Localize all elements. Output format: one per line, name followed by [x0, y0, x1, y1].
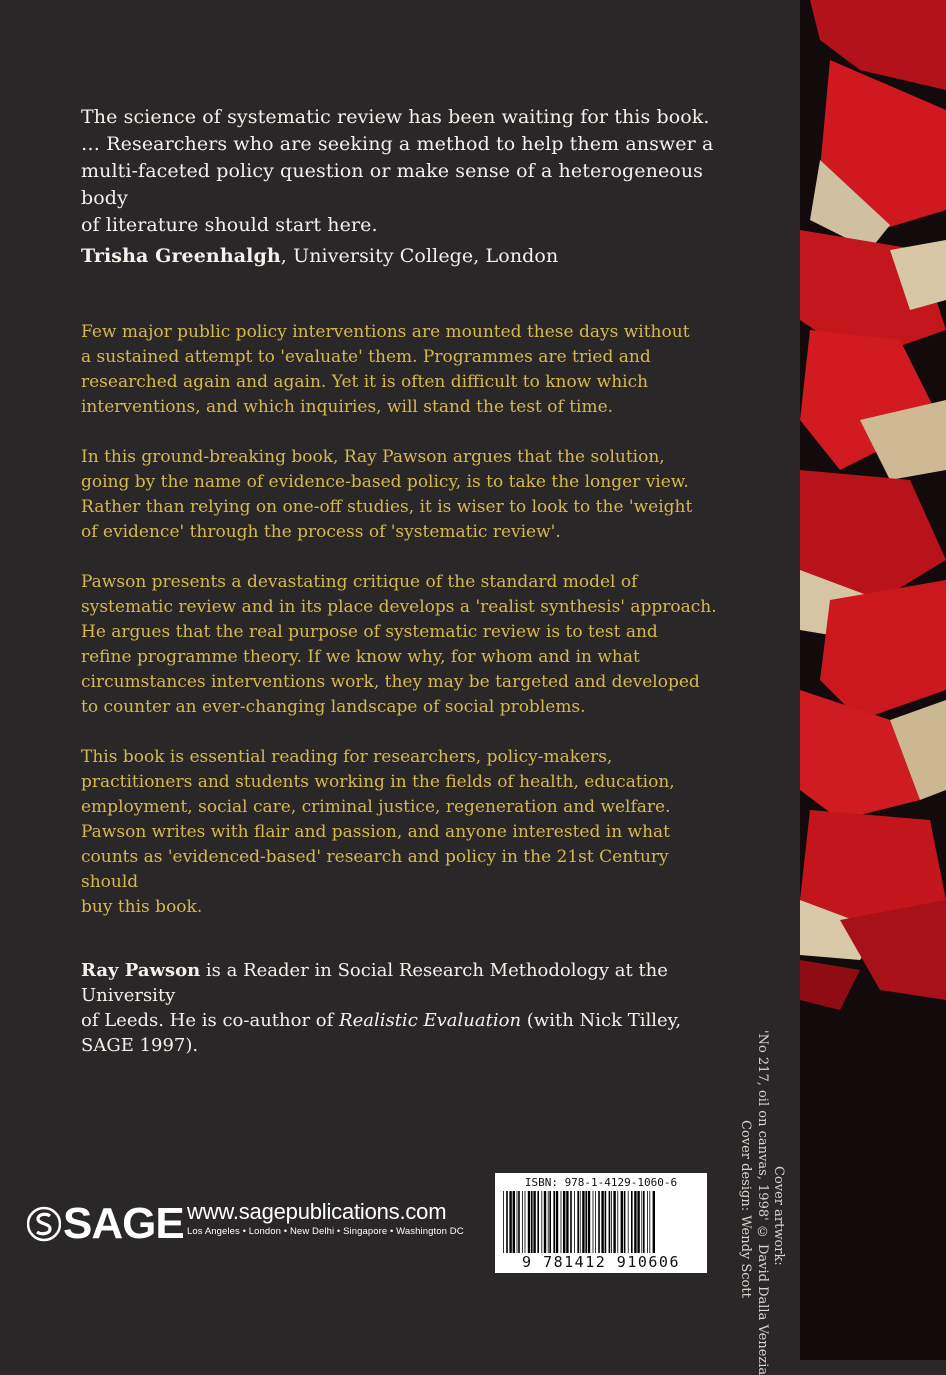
blurb-line: counts as 'evidenced-based' research and policy in the 21st Century should: [81, 847, 669, 892]
red-books-painting: [800, 0, 946, 1360]
endorsement-line: The science of systematic review has been waiting for this book.: [81, 106, 710, 128]
barcode-bar: [544, 1191, 546, 1253]
blurb-line: Pawson writes with flair and passion, and anyone interested in what: [81, 822, 671, 842]
barcode-bar: [553, 1191, 555, 1253]
barcode-bar: [598, 1191, 600, 1253]
blurb-line: Few major public policy interventions are mounted these days without: [81, 322, 690, 342]
barcode-bar: [563, 1191, 565, 1253]
blurb-line: employment, social care, criminal justice, regeneration and welfare.: [81, 797, 671, 817]
barcode-bar: [647, 1191, 648, 1253]
blurb-line: researched again and again. Yet it is often difficult to know which: [81, 372, 649, 392]
endorsement: [81, 104, 741, 270]
credit-artwork: 'No 217, oil on canvas, 1998' © David Dalla Venezia: [755, 1030, 770, 1375]
publisher-url[interactable]: www.sagepublications.com: [187, 1199, 447, 1224]
barcode-bar: [628, 1191, 629, 1253]
sage-wordmark: SAGE: [63, 1199, 184, 1248]
barcode-bar: [531, 1191, 533, 1253]
barcode-bar: [509, 1191, 511, 1253]
sage-logo: [27, 1199, 184, 1249]
barcode-bar: [637, 1191, 639, 1253]
barcode-bar: [506, 1191, 508, 1253]
barcode-bar: [548, 1191, 549, 1253]
barcode-bar: [517, 1191, 518, 1253]
publisher-block: [27, 1195, 497, 1255]
book-title: Realistic Evaluation: [339, 1010, 522, 1031]
barcode-bar: [574, 1191, 575, 1253]
endorser-affiliation: , University College, London: [280, 245, 559, 267]
blurb-line: This book is essential reading for researchers, policy-makers,: [81, 747, 613, 767]
barcode-bar: [634, 1191, 636, 1253]
barcode-bar: [561, 1191, 562, 1253]
blurb-paragraph: [81, 745, 731, 920]
blurb-line: of evidence' through the process of 'systematic review'.: [81, 522, 561, 542]
barcode-bar: [641, 1191, 642, 1253]
barcode-bar: [513, 1191, 515, 1253]
blurb-paragraph: [81, 445, 731, 545]
barcode-bar: [585, 1191, 587, 1253]
blurb-line: buy this book.: [81, 897, 203, 917]
blurb-line: a sustained attempt to 'evaluate' them. Programmes are tried and: [81, 347, 651, 367]
barcode-bar: [601, 1191, 603, 1253]
blurb-line: to counter an ever-changing landscape of social problems.: [81, 697, 586, 717]
barcode-bar: [624, 1191, 626, 1253]
barcode-bar: [541, 1191, 542, 1253]
credit-design: Cover design: Wendy Scott: [738, 1120, 753, 1298]
barcode-bar: [595, 1191, 596, 1253]
barcode-bar: [518, 1191, 520, 1253]
credit-artwork-label: Cover artwork:: [771, 1166, 786, 1266]
barcode-bar: [617, 1191, 618, 1253]
barcode-bar: [653, 1191, 655, 1253]
barcode-bar: [609, 1191, 611, 1253]
barcode-bar: [549, 1191, 551, 1253]
author-bio-text: of Leeds. He is co-author of: [81, 1010, 340, 1031]
barcode-bar: [525, 1191, 526, 1253]
author-bio-text: is a Reader in Social Research Methodology at the University: [81, 960, 668, 1006]
barcode-bar: [621, 1191, 623, 1253]
blurb-line: systematic review and in its place develops a 'realist synthesis' approach.: [81, 597, 717, 617]
barcode-bar: [556, 1191, 558, 1253]
blurb-line: Rather than relying on one-off studies, it is wiser to look to the 'weight: [81, 497, 693, 517]
blurb-line: going by the name of evidence-based policy, is to take the longer view.: [81, 472, 689, 492]
isbn-barcode: [495, 1173, 707, 1273]
sage-s-icon: [27, 1204, 61, 1244]
endorsement-line: of literature should start here.: [81, 214, 378, 236]
blurb-paragraph: [81, 320, 731, 420]
barcode-digits: 9 781412 910606: [522, 1253, 680, 1271]
barcode-bar: [570, 1191, 572, 1253]
isbn-label: ISBN: 978-1-4129-1060-6: [524, 1176, 678, 1189]
author-bio-text: SAGE 1997).: [81, 1035, 199, 1056]
blurb-line: circumstances interventions work, they may be targeted and developed: [81, 672, 700, 692]
barcode-bar: [611, 1191, 612, 1253]
endorsement-line: … Researchers who are seeking a method to help them answer a: [81, 133, 714, 155]
barcode-bar: [593, 1191, 594, 1253]
blurb-paragraph: [81, 570, 731, 720]
barcode-bar: [522, 1191, 523, 1253]
endorsement-line: multi-faceted policy question or make sense of a heterogeneous body: [81, 160, 704, 209]
barcode-bar: [503, 1191, 504, 1253]
barcode-bars: [501, 1191, 701, 1253]
blurb-line: practitioners and students working in the fields of health, education,: [81, 772, 675, 792]
barcode-bar: [537, 1191, 539, 1253]
barcode-bar: [580, 1191, 581, 1253]
blurb: [81, 320, 731, 945]
blurb-line: In this ground-breaking book, Ray Pawson argues that the solution,: [81, 447, 665, 467]
barcode-bar: [528, 1191, 530, 1253]
barcode-bar: [577, 1191, 579, 1253]
author-bio: [81, 958, 741, 1058]
barcode-bar: [582, 1191, 584, 1253]
barcode-bar: [566, 1191, 568, 1253]
author-name: Ray Pawson: [81, 960, 201, 981]
barcode-bar: [605, 1191, 607, 1253]
blurb-line: He argues that the real purpose of systematic review is to test and: [81, 622, 658, 642]
blurb-line: Pawson presents a devastating critique of the standard model of: [81, 572, 638, 592]
author-bio-text: (with Nick Tilley,: [521, 1010, 682, 1031]
publisher-cities: Los Angeles • London • New Delhi • Singapore • Washington DC: [187, 1226, 464, 1237]
endorsement-attribution: [81, 243, 741, 270]
cover-artwork: [800, 0, 946, 1360]
barcode-bar: [613, 1191, 615, 1253]
barcode-bar: [643, 1191, 645, 1253]
barcode-bar: [649, 1191, 650, 1253]
barcode-bar: [588, 1191, 590, 1253]
barcode-bar: [631, 1191, 633, 1253]
blurb-line: refine programme theory. If we know why, for whom and in what: [81, 647, 640, 667]
barcode-bar: [533, 1191, 535, 1253]
blurb-line: interventions, and which inquiries, will stand the test of time.: [81, 397, 614, 417]
endorser-name: Trisha Greenhalgh: [81, 245, 281, 267]
